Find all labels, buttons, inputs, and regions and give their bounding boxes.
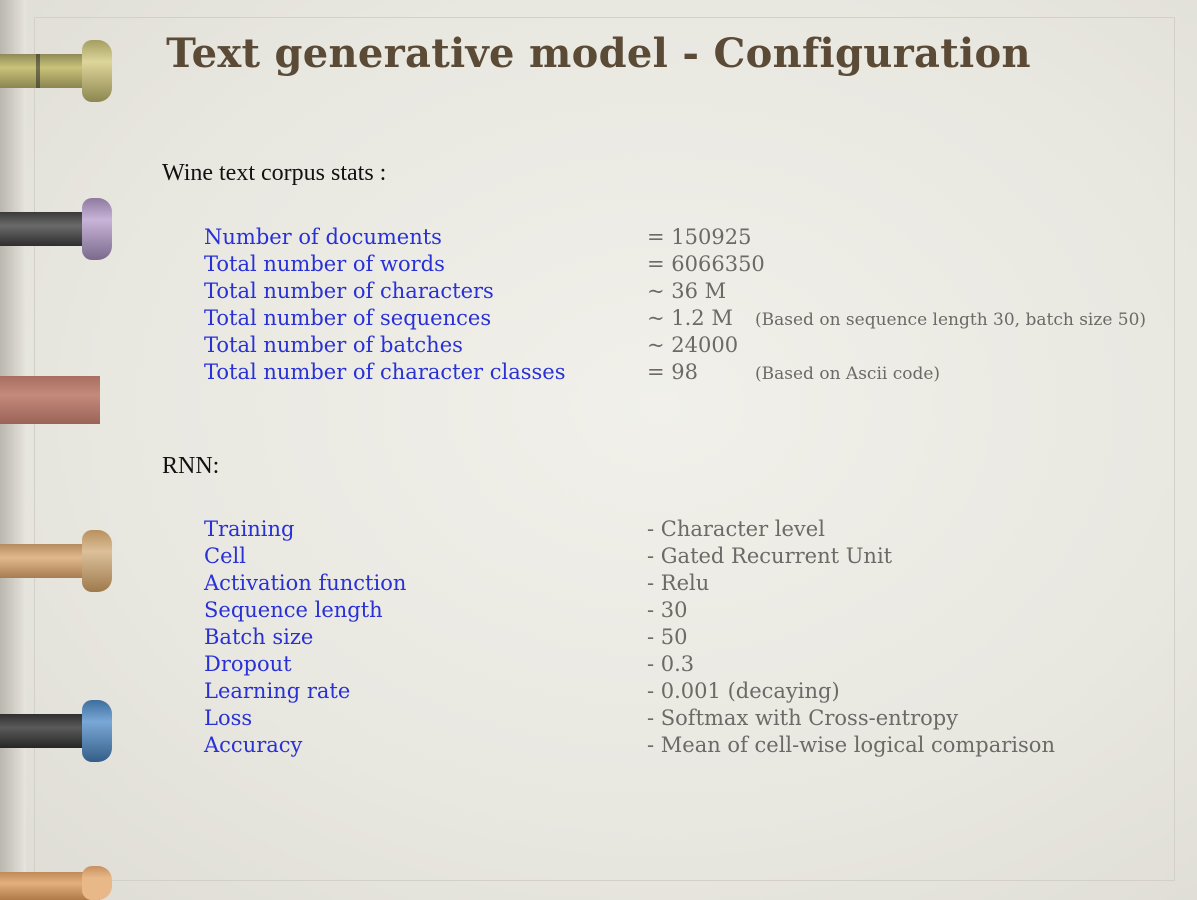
bottle-neck-blue-image bbox=[0, 700, 112, 762]
bottle-neck-orange-image bbox=[0, 866, 112, 900]
rnn-label: Training bbox=[204, 517, 295, 541]
rnn-value: - Relu bbox=[647, 571, 710, 595]
corpus-value: ~ 24000 bbox=[647, 333, 739, 357]
rnn-value: - Softmax with Cross-entropy bbox=[647, 706, 959, 730]
rnn-value: - 30 bbox=[647, 598, 688, 622]
corpus-value: = 150925 bbox=[647, 225, 752, 249]
bottle-neck-red-image bbox=[0, 376, 112, 426]
corpus-value: = 6066350 bbox=[647, 252, 765, 276]
corpus-note: (Based on sequence length 30, batch size 50) bbox=[755, 310, 1147, 330]
rnn-label: Dropout bbox=[204, 652, 292, 676]
corpus-heading: Wine text corpus stats : bbox=[162, 160, 387, 186]
corpus-label: Total number of sequences bbox=[204, 306, 492, 330]
rnn-label: Learning rate bbox=[204, 679, 351, 703]
slide-title: Text generative model - Configuration bbox=[166, 30, 1031, 77]
rnn-label: Loss bbox=[204, 706, 253, 730]
corpus-value: ~ 1.2 M bbox=[647, 306, 733, 330]
rnn-heading: RNN: bbox=[162, 453, 220, 479]
corpus-label: Total number of words bbox=[204, 252, 445, 276]
corpus-value: ~ 36 M bbox=[647, 279, 727, 303]
bottle-neck-copper-image bbox=[0, 530, 112, 592]
rnn-label: Activation function bbox=[204, 571, 407, 595]
corpus-label: Total number of batches bbox=[204, 333, 463, 357]
corpus-note: (Based on Ascii code) bbox=[755, 364, 941, 384]
corpus-label: Number of documents bbox=[204, 225, 442, 249]
rnn-label: Sequence length bbox=[204, 598, 383, 622]
rnn-value: - 50 bbox=[647, 625, 688, 649]
rnn-value: - Character level bbox=[647, 517, 825, 541]
corpus-label: Total number of character classes bbox=[204, 360, 566, 384]
rnn-label: Accuracy bbox=[204, 733, 303, 757]
rnn-label: Cell bbox=[204, 544, 246, 568]
bottle-neck-purple-image bbox=[0, 198, 112, 260]
rnn-value: - Mean of cell-wise logical comparison bbox=[647, 733, 1055, 757]
rnn-value: - Gated Recurrent Unit bbox=[647, 544, 893, 568]
rnn-label: Batch size bbox=[204, 625, 314, 649]
corpus-value: = 98 bbox=[647, 360, 698, 384]
corpus-label: Total number of characters bbox=[204, 279, 494, 303]
rnn-value: - 0.3 bbox=[647, 652, 695, 676]
left-edge-shadow bbox=[0, 0, 26, 900]
rnn-value: - 0.001 (decaying) bbox=[647, 679, 840, 703]
